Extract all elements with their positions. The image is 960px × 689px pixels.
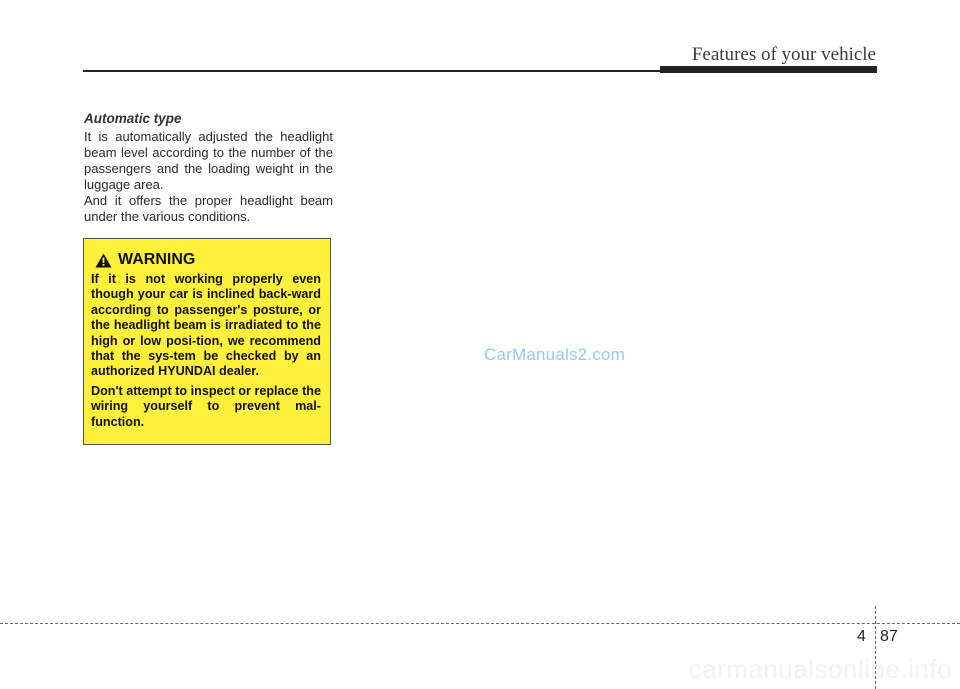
page-number: 87 bbox=[880, 628, 898, 645]
watermark-carmanualsonline: carmanualsonline.info bbox=[688, 654, 952, 684]
footer-dashed-rule bbox=[0, 623, 960, 624]
section-paragraph: And it offers the proper headlight beam under the various conditions. bbox=[84, 193, 333, 224]
warning-triangle-icon bbox=[95, 253, 112, 268]
warning-paragraph: Don't attempt to inspect or replace the wiring yourself to prevent mal-function. bbox=[91, 383, 321, 429]
warning-header bbox=[95, 251, 321, 269]
header-rule-thin bbox=[83, 70, 660, 72]
chapter-number: 4 bbox=[857, 628, 866, 645]
section-heading: Automatic type bbox=[84, 111, 182, 126]
section-paragraph: It is automatically adjusted the headlight beam level according to the number of the passengers and the loading weight in the luggage area. bbox=[84, 129, 333, 192]
header-title: Features of your vehicle bbox=[691, 44, 876, 65]
warning-paragraph: If it is not working properly even though your car is inclined back-ward according to passenger's posture, or the headlight beam is irradiated to the high or low posi-tion, we recommend that the sys-tem be checked by an authorized HYUNDAI dealer. bbox=[91, 272, 321, 379]
watermark-carmanuals2: CarManuals2.com bbox=[484, 345, 625, 364]
warning-title: WARNING bbox=[118, 251, 196, 268]
header-rule-thick bbox=[660, 66, 877, 73]
warning-box bbox=[83, 238, 331, 445]
